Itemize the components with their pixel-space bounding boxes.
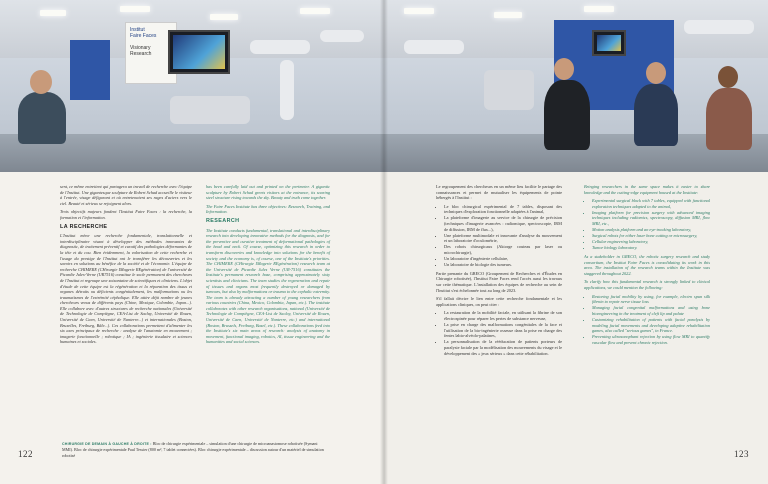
missions-en: The Faire Faces Institute has three objectives: Research, Training, and Information.	[206, 203, 330, 215]
list-item: • La personnalisation de la rééducation de patients porteurs de paralysie faciale par la modélisation des mouvements du visage et le développement des « jeux sérieux » dans cette réhabilitation.	[444, 339, 562, 356]
equipment-list-fr	[436, 204, 562, 268]
left-column-english	[206, 184, 330, 348]
research-body-en: The Institute conducts fundamental, translational and interdisciplinary research into developing innovative methods for the diagnosis, and for the preventive and curative treatment of deformational pathologies of the head and neck. Of course, optimizing this research in order to transform discoveries and knowledge into solutions for the benefit of society and the economy is, of course, one of the Institute's priorities. The CHIMERE (CHirurgie IMagerie REgénération) research team at the Université de Picardie Jules Verne (UR-7516) constitutes the Institute's permanent research base, comprising approximately sixty scientists and clinicians. The team studies the regeneration and repair of tissues and organs most frequently destroyed or damaged by tumours, but also by malformations or trauma to the cephalic extremity. The team is already attracting a number of young researchers from various countries (China, Mexico, Colombia, Japan, etc.). The institute collaborates with other research organisations, national (Université de Technologie de Compiègne, CEA-List de Saclay, Université de Rouen, Université de Caen, Université de Nanterre, etc.) and international (Boston, Brussels, Freiburg, Basel, etc.). These collaborations feed into the Institute's six main areas of research: analysis of anatomy in movement, functional imaging, robotics, AI, tissue engineering and the humanities and social sciences.	[206, 227, 330, 345]
research-body-fr: L'Institut mène une recherche fondamentale, translationnelle et interdisciplinaire visant à développer des méthodes innovantes de diagnostic, de traitement préventif et curatif des pathologies déformantes de la tête et du cou. Bien évidemment, la valorisation de cette recherche et l'usage du prestige de l'Institut ont le transférer les découvertes et les savoirs en solutions au bénéfice de la société et de l'économie. L'équipe de recherche CHIMERE (CHirurgie IMagerie REgénération) de l'université de Picardie Jules-Verne (UR7516) constitue le socle permanent des chercheurs de l'Institut et regroupe une soixantaine de scientifiques et cliniciens. L'objet d'étude de cette équipe est la régénération et la réparation des tissus et organes détruits ou déficients congénitalement, les malformations ou les traumatismes de l'extrémité céphalique. Elle attire déjà nombre de jeunes chercheurs venus de différents pays (Chine, Mexique, Colombie, Japon...). Elle collabore avec d'autres structures de recherche nationales (Université de Technologie de Compiègne, CEA-List de Saclay, Université de Rouen, Université de Caen, Université de Nanterre...) et internationales (Boston, Bruxelles, Freiburg, Bâle...). Ces collaborations permettent d'alimenter les six axes principaux de recherche : analyse de l'anatomie en mouvement ; imagerie fonctionnelle ; robotique ; IA ; ingénierie tissulaire et sciences humaines et sociales.	[60, 233, 192, 345]
list-item: • Un laboratoire d'ingénierie cellulaire,	[444, 256, 562, 262]
list-item: • Managing facial congenital malformations and using bone bioengineering in the treatment of cleft lip and palate	[592, 305, 710, 316]
page-number-right: 123	[734, 449, 749, 459]
book-gutter	[380, 0, 388, 484]
list-item: • La restauration de la mobilité faciale, en utilisant la fibrine de son électrospinée pour réparer les pertes de substance nerveuse,	[444, 310, 562, 321]
heading-la-recherche: LA RECHERCHE	[60, 223, 108, 230]
right-page	[384, 0, 768, 484]
list-item: • Preventing ultrasonophant rejection by using flow MRI to quantify vascular flow and prevent chronic rejection.	[592, 334, 710, 345]
right-column-french	[436, 184, 562, 359]
clinical-intro-fr: S'il fallait décrire le lien entre cette recherche fondamentale et les applications cliniques, on peut citer :	[436, 296, 562, 307]
clinical-intro-en: To clarify how this fundamental research is strongly linked to clinical applications, we could mention the following:	[584, 279, 710, 290]
list-item: • Surgical robots for either laser bone cutting or microsurgery,	[592, 233, 710, 239]
equipment-intro-en: Bringing researchers in the same space makes it easier to share knowledge and the cutting-edge equipment housed at the Institute:	[584, 184, 710, 195]
clinical-list-en	[584, 294, 710, 346]
person-right	[706, 88, 752, 150]
clinical-list-fr	[436, 310, 562, 356]
heading-research: RESEARCH	[206, 217, 240, 224]
person-standing-left	[544, 80, 590, 150]
left-column-french	[60, 184, 192, 348]
list-item: • Tumor biology laboratory.	[592, 245, 710, 251]
list-item: • Motion analysis platform and an eye-tracking laboratory,	[592, 227, 710, 233]
intro-en: has been carefully laid out and printed on the perimeter. A gigantic sculpture by Robert Schad greets visitors at the entrance, its soaring steel structure rising towards the sky. Beauty and truth come together.	[206, 184, 330, 201]
person-seated	[18, 92, 66, 144]
list-item: • Une plateforme multimodale et innovante d'analyse du mouvement et un laboratoire d'oculométrie,	[444, 233, 562, 244]
greco-fr: Partie prenante du GRECO (Groupement de Recherches et d'Études en Chirurgie robotisée), l'Institut Faire Faces rend l'accès aussi les travaux sur cette thématique. L'installation des équipes de recherche au sein de l'Institut s'est échelonnée tout au long de 2023.	[436, 270, 562, 293]
list-item: • Le bloc chirurgical expérimental de 7 tables, disposant des techniques d'exploration fonctionnelle adaptées à l'animal,	[444, 204, 562, 215]
list-item: • La plateforme d'imagerie au service de la chirurgie de précision (techniques d'imagerie avancées : radiomique, spectroscopie, IRM de diffusion, IRM de flux...),	[444, 215, 562, 232]
person-center	[634, 84, 678, 146]
list-item: • La prise en charge des malformations congénitales de la face et l'utilisation de la bio-ingénierie osseuse dans la prise en charge des fentes labio-alvéolo-palatines,	[444, 322, 562, 339]
missions-fr: Trois objectifs majeurs fondent l'Institut Faire Faces : la recherche, la formation et l'information.	[60, 209, 192, 220]
intro-fr: sent, ce même entretient qui partagera un travail de recherche avec l'équipe de l'Institut. Une gigantesque sculpture de Robert Schad accueille le visiteur à l'entrée, visage défigurant et où entretenaient ses rages d'aciers vers le ciel. Beauté et sérieux se rejoignent alors.	[60, 184, 192, 206]
equipment-intro-fr: Le regroupement des chercheurs en un même lieu facilite le partage des connaissances et permet de mutualiser les équipements de pointe hébergés à l'Institut :	[436, 184, 562, 201]
list-item: • Cellular engineering laboratory,	[592, 239, 710, 245]
list-item: • Restoring facial mobility by using, for example, electro spun silk fibroin to repair nerve tissue loss	[592, 294, 710, 305]
surgical-monitor	[168, 30, 230, 74]
photo-surgery-lab-right	[384, 0, 768, 172]
list-item: • Experimental surgical block with 7 tables, equipped with functional exploration techniques adapted to the animal,	[592, 198, 710, 209]
caption-text: Bloc de chirurgie expérimentale – simulation d'une chirurgie de microanastomose robotisée (Symani MMI). Bloc de chirurgie expérimentale Paul Tessier (800 m², 7 tablet connectées). Bloc chirurgie expérimentale – discussion autour d'un matériel de simulation robotisé	[62, 441, 324, 458]
greco-en: As a stakeholder in GRECO, the robotic surgery research and study consortium, the Institut Faire Faces is consolidating its work in this area. The installation of the research teams within the Institute was staggered throughout 2022.	[584, 254, 710, 276]
caption-label: CHIRURGIE DE DEMAIN À GAUCHE À DROITE :	[62, 442, 152, 446]
page-number-left: 122	[18, 449, 33, 459]
list-item: • Des robots chirurgicaux (Aktorge couteau par laser ou microchirurgie),	[444, 244, 562, 255]
poster-title: Institut Faire Faces	[130, 27, 157, 39]
photo-caption	[62, 441, 324, 458]
equipment-list-en	[584, 198, 710, 251]
list-item: • Un laboratoire de biologie des tumeurs.	[444, 262, 562, 268]
photo-surgery-lab-left	[0, 0, 384, 172]
list-item: • Imaging platform for precision surgery with advanced imaging techniques including radiomics, spectroscopy, diffusion MRI, flow MRI, etc.,	[592, 210, 710, 227]
right-column-english	[584, 184, 710, 348]
list-item: • Customizing rehabilitation of patients with facial paralysis by modeling facial movements and developing adaptive rehabilitation games, also called "serious games", in France.	[592, 317, 710, 334]
poster-subtitle: Visionary Research	[130, 45, 152, 57]
